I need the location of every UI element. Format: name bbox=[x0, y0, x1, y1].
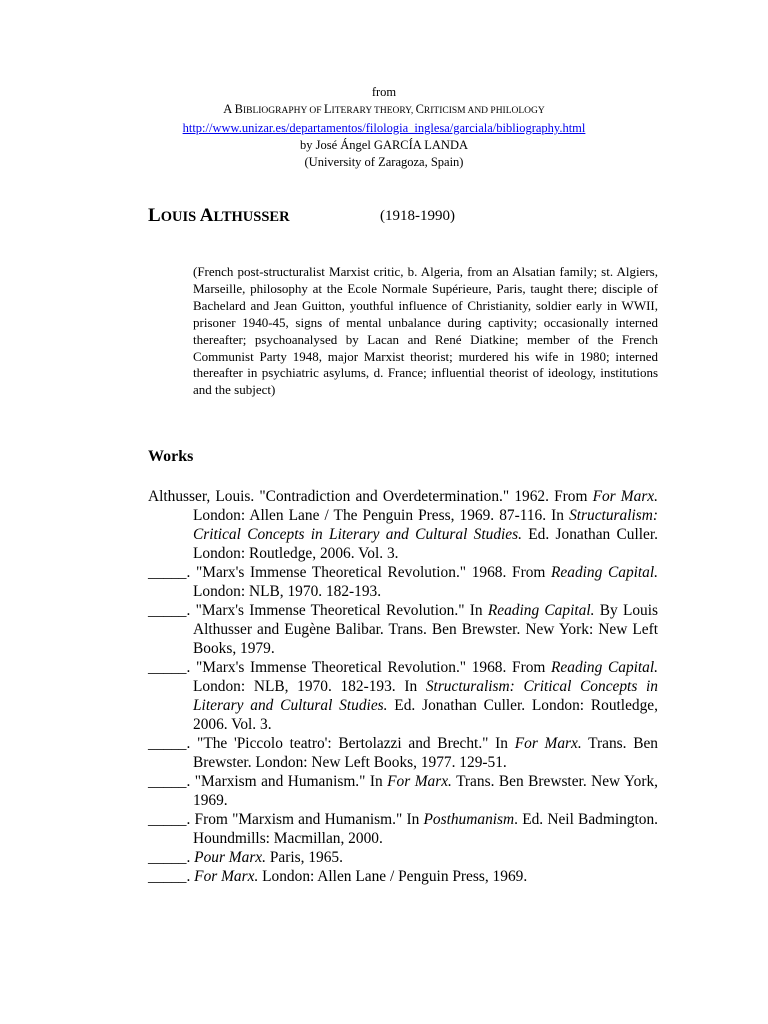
entry-title-italic: Structuralism: Critical Concepts in Literary and Cultural Studies. bbox=[193, 507, 658, 543]
entry-text: London: NLB, 1970. 182-193. In bbox=[193, 678, 426, 695]
bibliography-entry bbox=[148, 810, 658, 848]
entry-text: Trans. Ben Brewster. New York, 1969. bbox=[193, 773, 658, 809]
bibliography-entry bbox=[148, 734, 658, 772]
biography-paragraph: (French post-structuralist Marxist critic, b. Algeria, from an Alsatian family; st. Algiers, Marseille, philosophy at the Ecole Normale Supérieure, Paris, taught there; disciple of Bachelard and Jean Guitton, youthful influence of Christianity, soldier early in WWII, prisoner 1940-45, signs of mental unbalance during captivity; occasionally interned thereafter; psychoanalysed by Lacan and René Diatkine; member of the French Communist Party 1948, major Marxist theorist; murdered his wife in 1980; interned thereafter in psychiatric asylums, d. France; influential theorist of ideology, institutions and the subject) bbox=[193, 264, 658, 398]
entry-title-italic: Structuralism: Critical Concepts in Literary and Cultural Studies. bbox=[193, 678, 658, 714]
bibliography-entry bbox=[148, 848, 658, 867]
entry-text: . Ed. Neil Badmington. Houndmills: Macmillan, 2000. bbox=[193, 811, 658, 847]
entry-text: _____. From "Marxism and Humanism." In bbox=[148, 811, 424, 828]
works-heading: Works bbox=[148, 448, 194, 465]
entry-title-italic: Reading Capital. bbox=[551, 564, 659, 581]
person-dates: (1918-1990) bbox=[380, 208, 455, 224]
entry-text: Paris, 1965. bbox=[266, 849, 343, 866]
bibliography-entry bbox=[148, 658, 658, 734]
bibliography-url-link[interactable]: http://www.unizar.es/departamentos/filologia_inglesa/garciala/bibliography.html bbox=[182, 121, 586, 135]
entry-text: _____. bbox=[148, 868, 195, 885]
entry-text: Althusser, Louis. "Contradiction and Overdetermination." 1962. From bbox=[148, 488, 593, 505]
entry-text: _____. "Marx's Immense Theoretical Revolution." In bbox=[148, 602, 488, 619]
entry-text: Ed. Jonathan Culler. London: Routledge, 2006. Vol. 3. bbox=[193, 697, 658, 733]
bibliography-entry bbox=[148, 772, 658, 810]
entry-text: _____. "Marx's Immense Theoretical Revolution." 1968. From bbox=[148, 564, 552, 581]
person-name: LOUIS ALTHUSSER bbox=[148, 205, 290, 226]
entry-title-italic: Posthumanism bbox=[423, 811, 515, 828]
entry-title-italic: For Marx. bbox=[194, 868, 259, 885]
entry-title-italic: For Marx. bbox=[592, 488, 658, 505]
entry-title-italic: For Marx. bbox=[514, 735, 582, 752]
entry-text: _____. bbox=[148, 849, 195, 866]
bibliography-entry bbox=[148, 867, 658, 886]
entry-text: _____. "Marxism and Humanism." In bbox=[148, 773, 388, 790]
entry-text: _____. "The 'Piccolo teatro': Bertolazzi and Brecht." In bbox=[148, 735, 515, 752]
entry-title-italic: Reading Capital. bbox=[487, 602, 595, 619]
affiliation-line: (University of Zaragoza, Spain) bbox=[304, 155, 464, 169]
entry-text: London: NLB, 1970. 182-193. bbox=[193, 583, 382, 600]
bibliography-title: A BIBLIOGRAPHY OF LITERARY THEORY, CRITICISM AND PHILOLOGY bbox=[223, 102, 545, 116]
entry-text: Ed. Jonathan Culler. London: Routledge, 2006. Vol. 3. bbox=[193, 526, 658, 562]
works-list bbox=[148, 487, 658, 886]
entry-text: London: Allen Lane / The Penguin Press, 1969. 87-116. In bbox=[193, 507, 570, 524]
entry-text: By Louis Althusser and Eugène Balibar. Trans. Ben Brewster. New York: New Left Books, 1979. bbox=[193, 602, 658, 657]
entry-text: London: Allen Lane / Penguin Press, 1969. bbox=[258, 868, 528, 885]
author-line: by José Ángel GARCÍA LANDA bbox=[299, 138, 469, 152]
bibliography-entry bbox=[148, 563, 658, 601]
from-label: from bbox=[371, 85, 397, 99]
entry-text: Trans. Ben Brewster. London: New Left Books, 1977. 129-51. bbox=[193, 735, 658, 771]
bibliography-entry bbox=[148, 487, 658, 563]
entry-title-italic: Pour Marx. bbox=[194, 849, 266, 866]
entry-title-italic: For Marx. bbox=[387, 773, 452, 790]
document-header bbox=[0, 84, 768, 171]
entry-text: _____. "Marx's Immense Theoretical Revolution." 1968. From bbox=[148, 659, 552, 676]
bibliography-entry bbox=[148, 601, 658, 658]
entry-title-italic: Reading Capital. bbox=[551, 659, 659, 676]
